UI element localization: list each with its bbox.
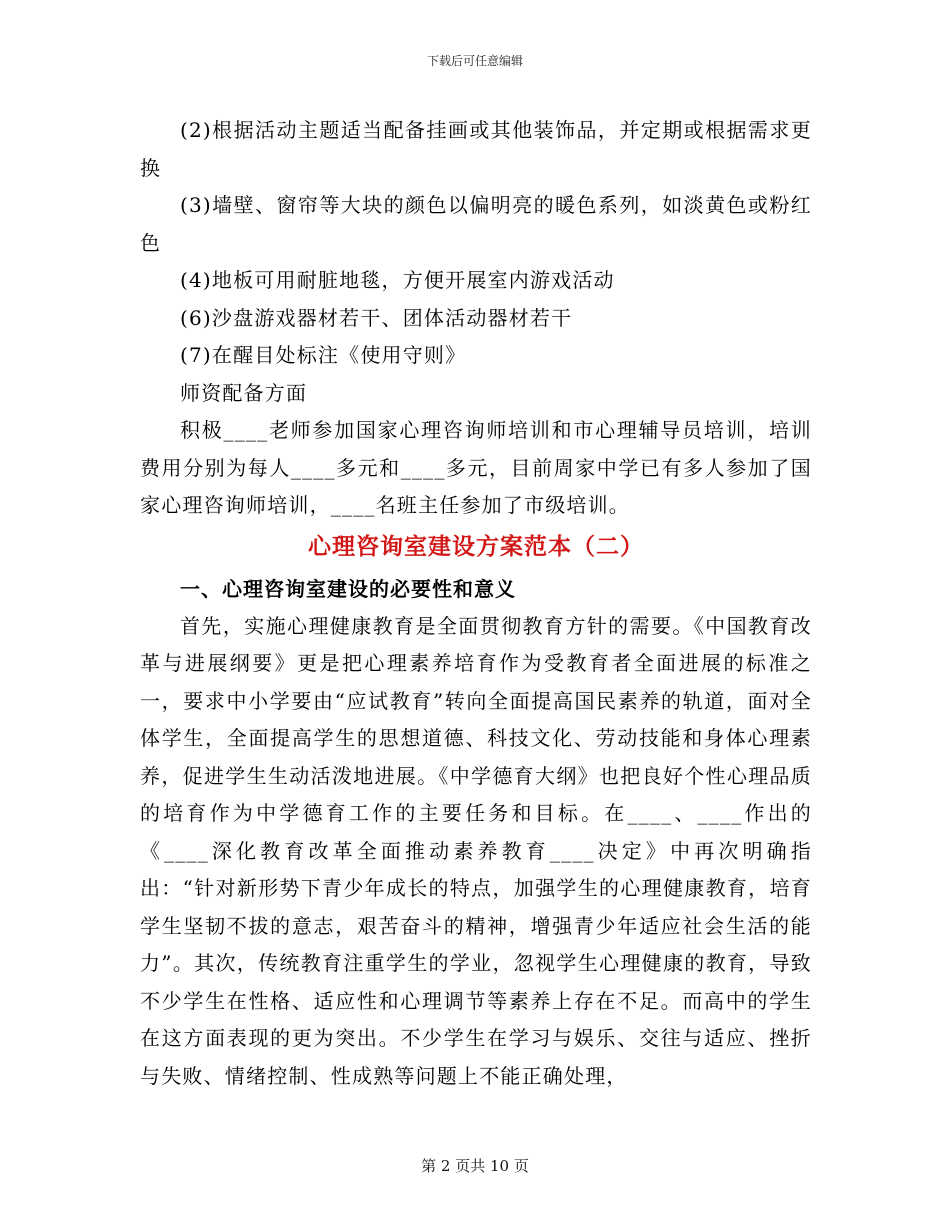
section-heading: 一、心理咨询室建设的必要性和意义	[180, 576, 516, 601]
document-title: 心理咨询室建设方案范本（二）	[308, 532, 644, 560]
paragraph-teacher-section: 师资配备方面	[180, 380, 308, 405]
page-header: 下载后可任意编辑	[426, 54, 523, 68]
page-number: 第 2 页共 10 页	[421, 1157, 529, 1175]
paragraph-teacher-training: 积极____老师参加国家心理咨询师培训和市心理辅导员培训，培训费用分别为每人____多元和____多元，目前周家中学已有多人参加了国家心理咨询师培训，____名班主任参加了市级培训。	[140, 418, 812, 517]
paragraph-item-7: (7)在醒目处标注《使用守则》	[180, 343, 467, 367]
document-body	[140, 112, 812, 1095]
paragraph-item-3: (3)墙壁、窗帘等大块的颜色以偏明亮的暖色系列，如淡黄色或粉红色	[140, 193, 812, 255]
paragraph-item-4: (4)地板可用耐脏地毯，方便开展室内游戏活动	[180, 268, 615, 292]
paragraph-item-6: (6)沙盘游戏器材若干、团体活动器材若干	[180, 305, 573, 330]
paragraph-necessity: 首先，实施心理健康教育是全面贯彻教育方针的需要。《中国教育改革与进展纲要》更是把心理素养培育作为受教育者全面进展的标准之一，要求中小学要由“应试教育”转向全面提高国民素养的轨道，面对全体学生，全面提高学生的思想道德、科技文化、劳动技能和身体心理素养，促进学生生动活泼地进展。《中学德育大纲》也把良好个性心理品质的培育作为中学德育工作的主要任务和目标。在____、____作出的《____深化教育改革全面推动素养教育____决定》中再次明确指出：“针对新形势下青少年成长的特点，加强学生的心理健康教育，培育学生坚韧不拔的意志，艰苦奋斗的精神，增强青少年适应社会生活的能力”。其次，传统教育注重学生的学业，忽视学生心理健康的教育，导致不少学生在性格、适应性和心理调节等素养上存在不足。而高中的学生在这方面表现的更为突出。不少学生在学习与娱乐、交往与适应、挫折与失败、情绪控制、性成熟等问题上不能正确处理，	[140, 613, 812, 1088]
paragraph-item-2: (2)根据活动主题适当配备挂画或其他装饰品，并定期或根据需求更换	[140, 118, 812, 180]
